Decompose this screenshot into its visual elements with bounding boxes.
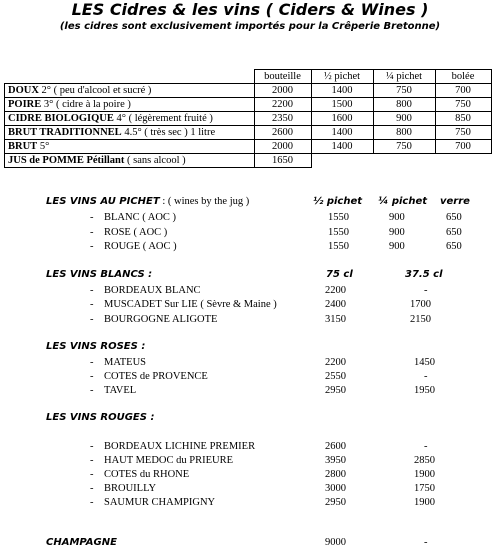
cidre-price: 1400 bbox=[311, 84, 373, 98]
col-bolee: bolée bbox=[435, 70, 491, 84]
menu-subtitle: (les cidres sont exclusivement importés pour la Crêperie Bretonne) bbox=[59, 21, 441, 32]
list-item: - HAUT MEDOC du PRIEURE 3950 2850 bbox=[90, 455, 435, 466]
cidre-price: 700 bbox=[435, 140, 491, 154]
cidre-price: 2000 bbox=[254, 140, 311, 154]
cidres-header-row bbox=[5, 70, 492, 84]
list-item: - MATEUS 2200 1450 bbox=[90, 357, 435, 368]
cidre-price: 750 bbox=[373, 84, 435, 98]
col-quart-pichet: ¼ pichet bbox=[373, 70, 435, 84]
cidre-row-brut-traditionnel bbox=[5, 126, 492, 140]
list-item: - BROUILLY 3000 1750 bbox=[90, 483, 435, 494]
cidre-price: 800 bbox=[373, 98, 435, 112]
cidre-price: 900 bbox=[373, 112, 435, 126]
cidre-row-doux bbox=[5, 84, 492, 98]
col-pichet-verre: verre bbox=[440, 196, 470, 207]
cidre-row-jus-pomme bbox=[5, 154, 492, 168]
cidre-row-brut bbox=[5, 140, 492, 154]
cidres-table bbox=[4, 69, 492, 168]
list-item: - COTES du RHONE 2800 1900 bbox=[90, 469, 435, 480]
cidre-empty bbox=[311, 154, 373, 168]
cidre-price: 750 bbox=[435, 98, 491, 112]
section-champagne-heading: CHAMPAGNE bbox=[46, 537, 117, 548]
cidres-header-blank bbox=[5, 70, 255, 84]
cidre-name: POIRE 3° ( cidre à la poire ) bbox=[5, 98, 255, 112]
cidre-price: 750 bbox=[435, 126, 491, 140]
cidre-empty bbox=[435, 154, 491, 168]
list-item: - BOURGOGNE ALIGOTE 3150 2150 bbox=[90, 314, 431, 325]
list-item: - SAUMUR CHAMPIGNY 2950 1900 bbox=[90, 497, 435, 508]
cidre-price: 2000 bbox=[254, 84, 311, 98]
list-item: - ROUGE ( AOC ) 1550 900 650 bbox=[90, 241, 462, 252]
col-75cl: 75 cl bbox=[326, 269, 353, 280]
section-vins-rouges-heading: LES VINS ROUGES : bbox=[46, 412, 155, 423]
col-bouteille: bouteille bbox=[254, 70, 311, 84]
cidre-price: 800 bbox=[373, 126, 435, 140]
cidre-name: BRUT TRADITIONNEL 4.5° ( très sec ) 1 litre bbox=[5, 126, 255, 140]
col-pichet-quart: ¼ pichet bbox=[378, 196, 428, 207]
cidre-price: 2600 bbox=[254, 126, 311, 140]
list-item: - BLANC ( AOC ) 1550 900 650 bbox=[90, 212, 462, 223]
cidre-price: 2350 bbox=[254, 112, 311, 126]
list-item: - BORDEAUX BLANC 2200 - bbox=[90, 285, 428, 296]
menu-title: LES Cidres & les vins ( Ciders & Wines ) bbox=[71, 0, 429, 19]
section-vins-pichet-heading: LES VINS AU PICHET : ( wines by the jug ) bbox=[46, 196, 250, 207]
cidre-name: BRUT 5° bbox=[5, 140, 255, 154]
list-item: - COTES de PROVENCE 2550 - bbox=[90, 371, 428, 382]
col-37-5cl: 37.5 cl bbox=[405, 269, 443, 280]
cidre-price: 1600 bbox=[311, 112, 373, 126]
section-vins-roses-heading: LES VINS ROSES : bbox=[46, 341, 146, 352]
cidre-empty bbox=[373, 154, 435, 168]
cidre-price: 1400 bbox=[311, 126, 373, 140]
section-vins-blancs-heading: LES VINS BLANCS : bbox=[46, 269, 153, 280]
list-item: 9000 - bbox=[325, 537, 428, 548]
cidre-row-biologique bbox=[5, 112, 492, 126]
cidre-name: DOUX 2° ( peu d'alcool et sucré ) bbox=[5, 84, 255, 98]
col-pichet-demi: ½ pichet bbox=[313, 196, 363, 207]
cidre-price: 750 bbox=[373, 140, 435, 154]
list-item: - ROSE ( AOC ) 1550 900 650 bbox=[90, 227, 462, 238]
cidre-price: 850 bbox=[435, 112, 491, 126]
list-item: - TAVEL 2950 1950 bbox=[90, 385, 435, 396]
cidre-price: 2200 bbox=[254, 98, 311, 112]
cidre-price: 700 bbox=[435, 84, 491, 98]
list-item: - BORDEAUX LICHINE PREMIER 2600 - bbox=[90, 441, 428, 452]
cidre-row-poire bbox=[5, 98, 492, 112]
cidre-price: 1500 bbox=[311, 98, 373, 112]
cidre-name: JUS de POMME Pétillant ( sans alcool ) bbox=[5, 154, 255, 168]
cidre-price: 1650 bbox=[254, 154, 311, 168]
cidre-name: CIDRE BIOLOGIQUE 4° ( légèrement fruité ) bbox=[5, 112, 255, 126]
list-item: - MUSCADET Sur LIE ( Sèvre & Maine ) 2400 1700 bbox=[90, 299, 431, 310]
cidre-price: 1400 bbox=[311, 140, 373, 154]
col-demi-pichet: ½ pichet bbox=[311, 70, 373, 84]
